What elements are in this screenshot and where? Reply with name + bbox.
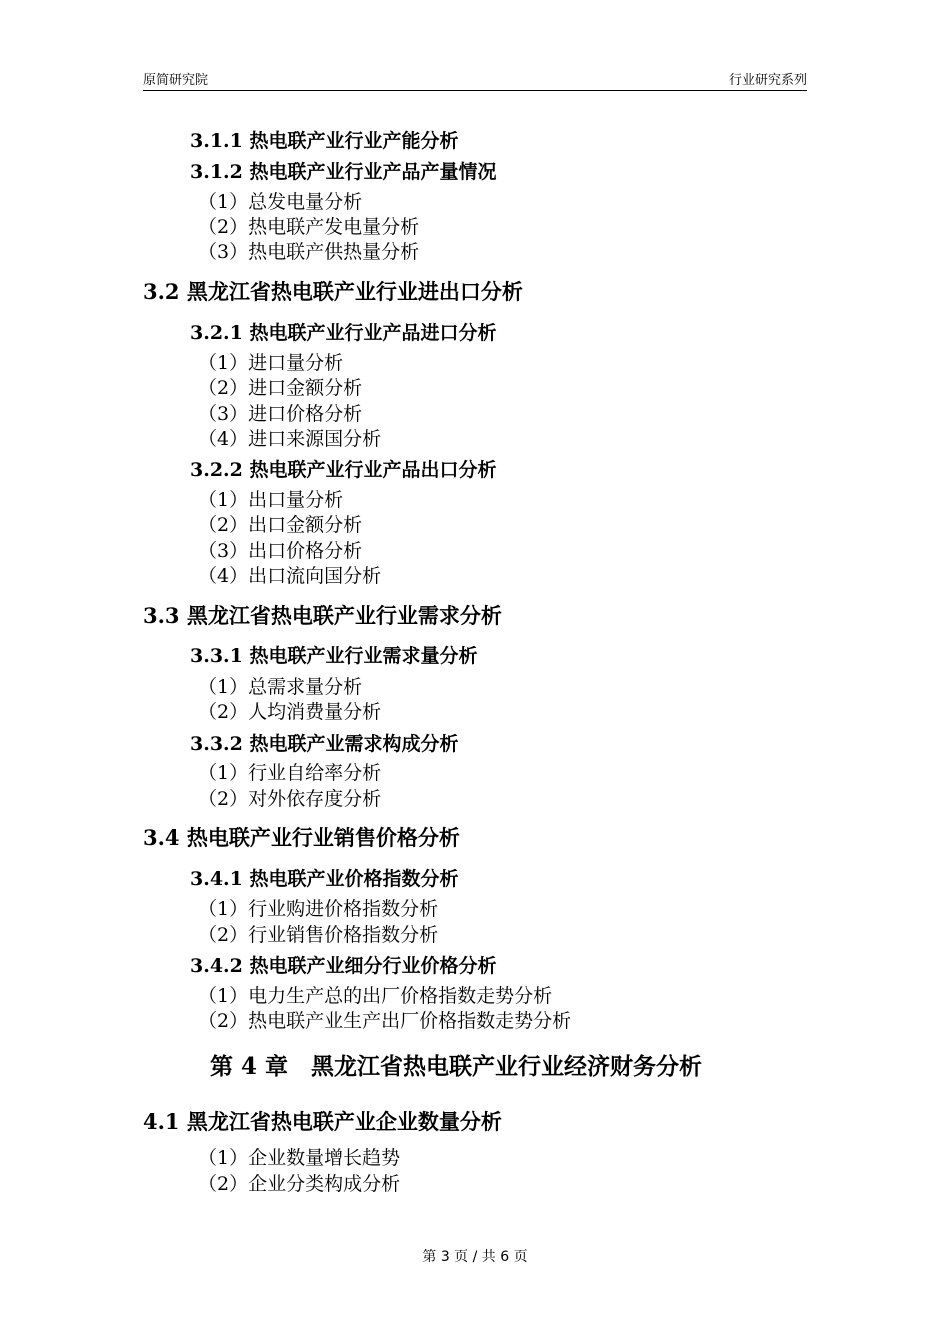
toc-item: （3）热电联产供热量分析	[198, 241, 420, 263]
toc-item: （1）总发电量分析	[198, 191, 363, 213]
toc-item: （4）进口来源国分析	[198, 428, 382, 450]
toc-item: （2）热电联产发电量分析	[198, 216, 420, 238]
toc-section: 3.2 黑龙江省热电联产业行业进出口分析	[143, 279, 523, 304]
header-series: 行业研究系列	[728, 73, 807, 88]
toc-subsection: 3.1.1 热电联产业行业产能分析	[190, 130, 459, 152]
toc-item: （1）出口量分析	[198, 489, 344, 511]
toc-subsection: 3.2.2 热电联产业行业产品出口分析	[190, 459, 497, 481]
toc-section: 4.1 黑龙江省热电联产业企业数量分析	[143, 1109, 502, 1134]
page-footer: 第 3 页 / 共 6 页	[422, 1249, 528, 1265]
toc-subsection: 3.1.2 热电联产业行业产品产量情况	[190, 161, 497, 183]
toc-item: （2）行业销售价格指数分析	[198, 924, 439, 946]
toc-item: （2）企业分类构成分析	[198, 1173, 401, 1195]
toc-item: （4）出口流向国分析	[198, 565, 382, 587]
toc-item: （1）企业数量增长趋势	[198, 1147, 401, 1169]
toc-item: （1）电力生产总的出厂价格指数走势分析	[198, 985, 553, 1007]
page-header	[143, 66, 807, 91]
toc-item: （1）进口量分析	[198, 352, 344, 374]
toc-item: （2）进口金额分析	[198, 377, 363, 399]
toc-item: （2）出口金额分析	[198, 514, 363, 536]
toc-subsection: 3.4.2 热电联产业细分行业价格分析	[190, 955, 497, 977]
toc-section: 3.4 热电联产业行业销售价格分析	[143, 825, 460, 850]
chapter-title: 第 4 章 黑龙江省热电联产业行业经济财务分析	[210, 1053, 703, 1080]
toc-item: （3）进口价格分析	[198, 403, 363, 425]
toc-item: （2）热电联产业生产出厂价格指数走势分析	[198, 1010, 572, 1032]
toc-item: （2）人均消费量分析	[198, 701, 382, 723]
toc-item: （1）行业购进价格指数分析	[198, 898, 439, 920]
toc-subsection: 3.2.1 热电联产业行业产品进口分析	[190, 322, 497, 344]
toc-subsection: 3.4.1 热电联产业价格指数分析	[190, 868, 459, 890]
toc-item: （1）行业自给率分析	[198, 762, 382, 784]
toc-item: （1）总需求量分析	[198, 676, 363, 698]
toc-subsection: 3.3.1 热电联产业行业需求量分析	[190, 645, 478, 667]
header-org: 原简研究院	[143, 73, 209, 88]
toc-section: 3.3 黑龙江省热电联产业行业需求分析	[143, 603, 502, 628]
toc-subsection: 3.3.2 热电联产业需求构成分析	[190, 733, 459, 755]
toc-item: （2）对外依存度分析	[198, 788, 382, 810]
toc-item: （3）出口价格分析	[198, 540, 363, 562]
